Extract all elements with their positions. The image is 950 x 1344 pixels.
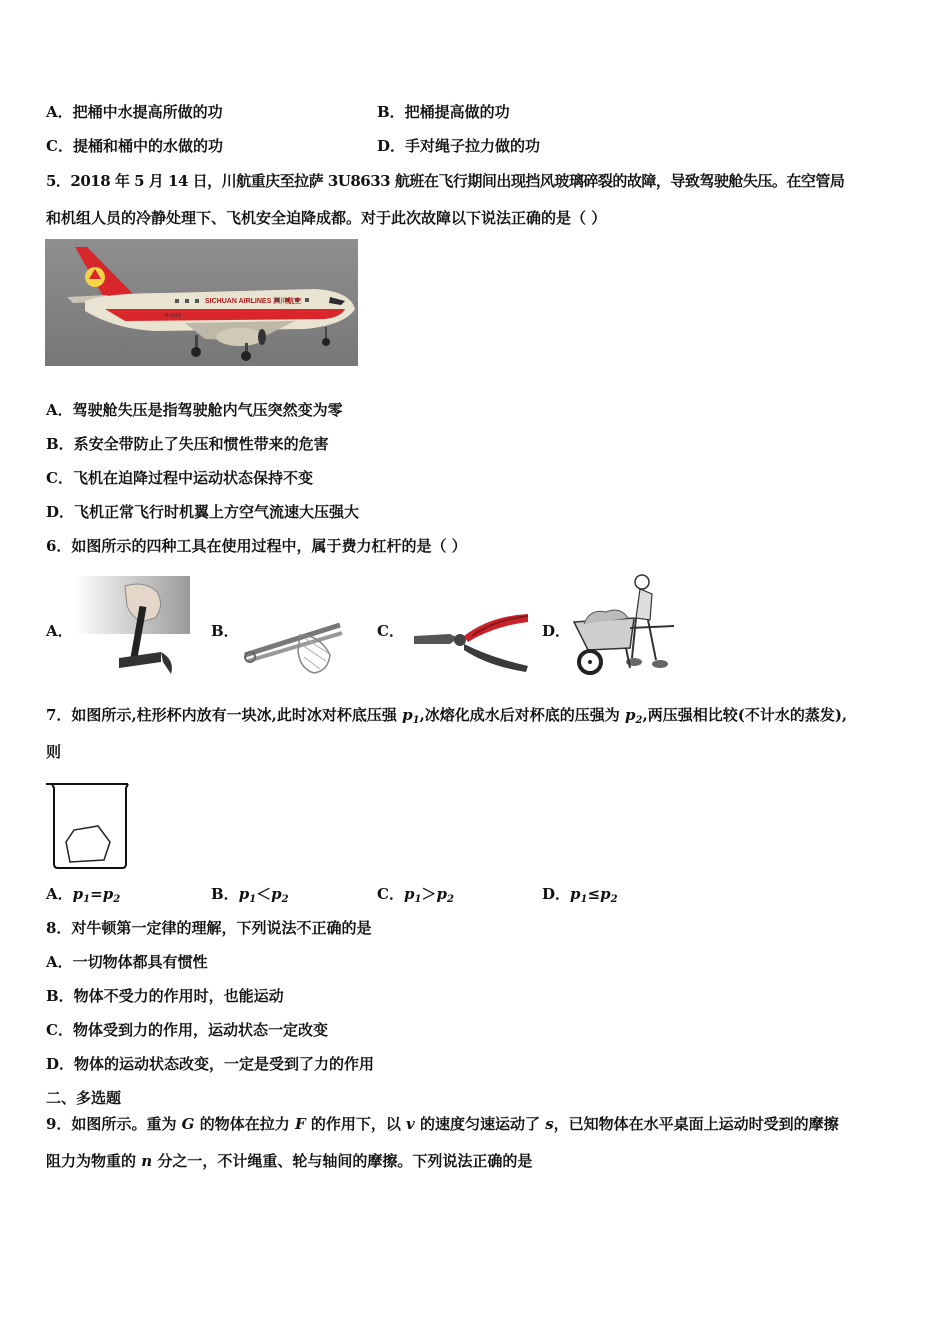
- q7-option-c: [377, 884, 454, 910]
- q8-option-a: A．一切物体都具有惯性: [46, 953, 208, 971]
- q6-label-a: A．: [46, 622, 73, 640]
- q7-option-d: [542, 884, 618, 910]
- beaker-illustration: [44, 778, 130, 870]
- q9-text-1: 9．如图所示。重为: [46, 1115, 182, 1133]
- section-heading-multiple-choice: 二、多选题: [46, 1089, 122, 1107]
- q7-option-b-label: B．: [211, 885, 239, 903]
- pliers-illustration: [410, 606, 532, 674]
- q9-var-g: G: [181, 1115, 195, 1133]
- q7-p-symbol: p: [403, 885, 415, 903]
- q6-label-c: C．: [377, 622, 404, 640]
- q9-stem-line2: [46, 1151, 532, 1171]
- q5-option-d: D．飞机正常飞行时机翼上方空气流速大压强大: [46, 503, 360, 521]
- q7-p-symbol: p: [570, 885, 581, 903]
- wheelbarrow-image: [570, 568, 682, 680]
- airplane-image: [45, 239, 358, 366]
- q7-stem-line2: 则: [46, 743, 62, 761]
- q7-stem-part-a: 7．如图所示,柱形杯内放有一块冰,此时冰对杯底压强: [46, 706, 403, 724]
- q5-stem-line2: 和机组人员的冷静处理下、飞机安全迫降成都。对于此次故障以下说法正确的是（ ）: [46, 209, 607, 227]
- tweezers-image: [240, 605, 352, 677]
- q6-stem: 6．如图所示的四种工具在使用过程中，属于费力杠杆的是（ ）: [46, 537, 467, 555]
- q7-p-sub: 1: [83, 894, 91, 905]
- tongs-illustration: [240, 605, 352, 677]
- q7-option-c-operator: ＞: [421, 885, 437, 903]
- q5-option-a: A．驾驶舱失压是指驾驶舱内气压突然变为零: [46, 401, 343, 419]
- q9-var-v: v: [406, 1115, 415, 1133]
- airline-livery-text: SICHUAN AIRLINES 四川航空: [205, 298, 302, 305]
- q6-label-b: B．: [211, 622, 239, 640]
- q4-option-d: D．手对绳子拉力做的功: [377, 137, 541, 155]
- q9-text-2: 的物体在拉力: [194, 1115, 295, 1133]
- q7-p-symbol: p: [436, 885, 447, 903]
- q7-p-symbol: p: [625, 706, 636, 724]
- q4-option-c: C．提桶和桶中的水做的功: [46, 137, 223, 155]
- q5-option-b: B．系安全带防止了失压和惯性带来的危害: [46, 435, 329, 453]
- q7-option-d-label: D．: [542, 885, 571, 903]
- q7-p-sub: 2: [446, 894, 454, 905]
- q5-stem-line1: 5．2018 年 5 月 14 日，川航重庆至拉萨 3U8633 航班在飞行期间出现挡风玻璃碎裂的故障，导致驾驶舱失压。在空管局: [46, 172, 845, 190]
- q7-option-c-label: C．: [377, 885, 404, 903]
- registration-text: B-6419: [165, 313, 182, 319]
- q9-var-s: s: [545, 1115, 554, 1133]
- q9-var-f: F: [294, 1115, 306, 1133]
- q7-p-symbol: p: [402, 706, 413, 724]
- q7-stem-part-c: ,两压强相比较(不计水的蒸发),: [642, 706, 848, 724]
- q7-p-sub: 1: [249, 894, 257, 905]
- q9-text-3: 的作用下，以: [305, 1115, 407, 1133]
- q7-option-a-label: A．: [46, 885, 73, 903]
- q7-p-symbol: p: [72, 885, 84, 903]
- q4-option-a: A．把桶中水提高所做的功: [46, 103, 223, 121]
- q7-stem-line1: [46, 705, 847, 731]
- q7-p-sub: 1: [412, 715, 420, 726]
- q7-option-a-operator: =: [90, 885, 103, 903]
- q7-option-b: [211, 884, 289, 910]
- q9-line2-b: 分之一，不计绳重、轮与轴间的摩擦。下列说法正确的是: [152, 1152, 533, 1170]
- airplane-illustration: [45, 239, 358, 366]
- q7-p-sub: 2: [635, 715, 643, 726]
- q7-option-b-operator: ＜: [256, 885, 272, 903]
- q7-p-symbol: p: [238, 885, 250, 903]
- q9-text-4: 的速度匀速运动了: [414, 1115, 546, 1133]
- q7-p-sub: 2: [113, 894, 121, 905]
- wheelbarrow-illustration: [570, 568, 682, 680]
- q4-option-b: B．把桶提高做的功: [377, 103, 510, 121]
- q7-p-symbol: p: [600, 885, 611, 903]
- q8-option-c: C．物体受到力的作用，运动状态一定改变: [46, 1021, 328, 1039]
- q7-stem-part-b: ,冰熔化成水后对杯底的压强为: [419, 706, 626, 724]
- q6-label-d: D．: [542, 622, 571, 640]
- pliers-image: [410, 606, 532, 674]
- q5-option-c: C．飞机在迫降过程中运动状态保持不变: [46, 469, 313, 487]
- q7-option-a: [46, 884, 120, 910]
- q9-text-5: ，已知物体在水平桌面上运动时受到的摩擦: [553, 1115, 839, 1133]
- q7-p-sub: 1: [414, 894, 422, 905]
- hammer-illustration: [75, 576, 190, 684]
- q8-stem: 8．对牛顿第一定律的理解，下列说法不正确的是: [46, 919, 372, 937]
- q9-var-n: n: [141, 1152, 153, 1170]
- q7-p-sub: 2: [610, 894, 618, 905]
- hammer-image: [75, 576, 190, 684]
- beaker-with-ice-image: [44, 778, 130, 870]
- q8-option-d: D．物体的运动状态改变，一定是受到了力的作用: [46, 1055, 375, 1073]
- q7-p-symbol: p: [271, 885, 282, 903]
- q7-p-symbol: p: [102, 885, 114, 903]
- q9-stem-line1: [46, 1114, 839, 1134]
- q7-p-sub: 2: [281, 894, 289, 905]
- q7-p-sub: 1: [580, 894, 588, 905]
- q8-option-b: B．物体不受力的作用时，也能运动: [46, 987, 284, 1005]
- q9-line2-a: 阻力为物重的: [46, 1152, 142, 1170]
- q7-option-d-operator: ≤: [587, 885, 601, 903]
